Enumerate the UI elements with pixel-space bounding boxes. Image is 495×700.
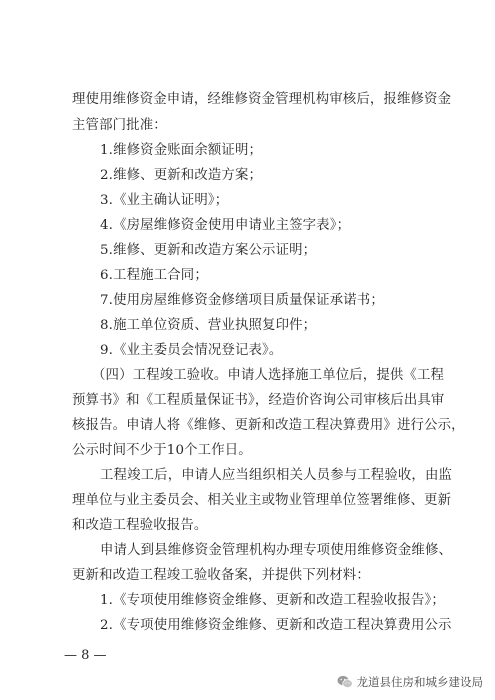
list-item: 1.《专项使用维修资金维修、更新和改造工程验收报告》； — [100, 593, 445, 608]
page-number: — 8 — — [64, 648, 107, 663]
text-line: 工程竣工后，申请人应当组织相关人员参与工程验收，由监 — [100, 468, 453, 483]
watermark-text: 龙道县住房和城乡建设局 — [356, 675, 483, 689]
text-line: 核报告。申请人将《维修、更新和改造工程决算费用》进行公示， — [72, 418, 465, 433]
list-item: 2.维修、更新和改造方案； — [100, 168, 263, 183]
list-item: 7.使用房屋维修资金修缮项目质量保证承诺书； — [100, 293, 384, 308]
text-line: 更新和改造工程竣工验收备案，并提供下列材料： — [72, 568, 370, 583]
list-item: 1.维修资金账面余额证明； — [100, 143, 263, 158]
text-line: 公示时间不少于10个工作日。 — [72, 443, 252, 458]
list-item: 9.《业主委员会情况登记表》。 — [100, 343, 283, 358]
list-item: 3.《业主确认证明》； — [100, 193, 229, 208]
text-line: 预算书》和《工程质量保证书》，经造价咨询公司审核后出具审 — [72, 393, 445, 408]
section-heading-line: （四）工程竣工验收。申请人选择施工单位后，提供《工程 — [92, 368, 445, 383]
text-line: 和改造工程验收报告。 — [72, 518, 208, 533]
watermark — [337, 674, 484, 690]
list-item: 6.工程施工合同； — [100, 268, 208, 283]
list-item: 5.维修、更新和改造方案公示证明； — [100, 243, 317, 258]
text-line: 理使用维修资金申请，经维修资金管理机构审核后，报维修资金 — [72, 92, 452, 107]
list-item: 2.《专项使用维修资金维修、更新和改造工程决算费用公示 — [100, 618, 452, 633]
list-item: 8.施工单位资质、营业执照复印件； — [100, 318, 317, 333]
wechat-icon — [337, 675, 353, 689]
text-line: 主管部门批准： — [72, 118, 167, 133]
list-item: 4.《房屋维修资金使用申请业主签字表》； — [100, 218, 351, 233]
text-line: 申请人到县维修资金管理机构办理专项使用维修资金维修、 — [100, 543, 453, 558]
text-line: 理单位与业主委员会、相关业主或物业管理单位签署维修、更新 — [72, 493, 452, 508]
